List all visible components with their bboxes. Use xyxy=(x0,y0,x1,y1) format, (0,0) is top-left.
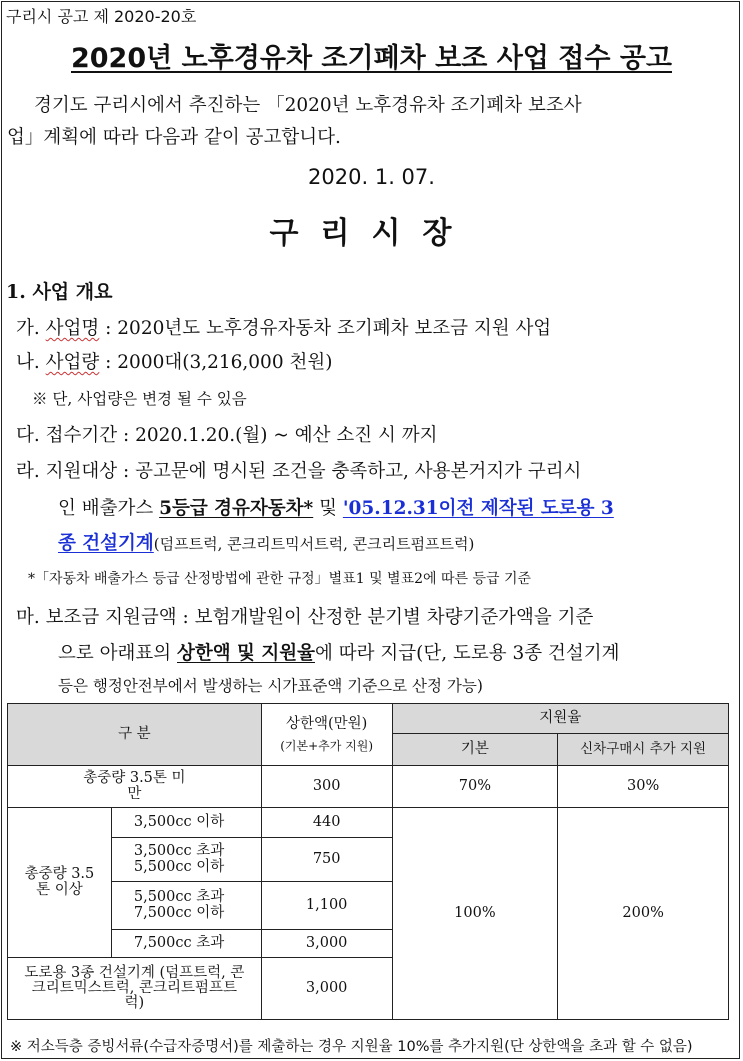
row-7500cc-over: 7,500cc 초과 xyxy=(111,930,261,958)
item-na-value: : 2000대(3,216,000 천원) xyxy=(99,352,333,373)
item-ra-line-3 xyxy=(58,529,474,555)
ma-text-post: 에 따라 지급(단, 도로용 3종 건설기계 xyxy=(314,643,620,664)
row-7500cc-over-limit: 3,000 xyxy=(261,930,392,958)
row-3500-5500cc: 3,500cc 초과 5,500cc 이하 xyxy=(111,838,261,882)
group-over-3-5t-category: 총중량 3.5톤 이상 xyxy=(8,808,112,958)
header-new-car: 신차구매시 추가 지원 xyxy=(558,734,729,766)
group-basic-rate: 100% xyxy=(392,808,558,1020)
row-construction-machinery-limit: 3,000 xyxy=(261,958,392,1020)
document-title: 2020년 노후경유차 조기폐차 보조 사업 접수 공고 xyxy=(70,43,673,74)
header-limit-sub: (기본+추가 지원) xyxy=(280,738,374,753)
section-heading: 1. 사업 개요 xyxy=(6,281,113,303)
item-na-label: 나. xyxy=(16,352,40,373)
footer-note: ※ 저소득층 증빙서류(수급자증명서)를 제출하는 경우 지원율 10%를 추가지원(단 상한액을 초과 할 수 없음) xyxy=(10,1039,693,1055)
item-ma-line-3: 등은 행정안전부에서 발생하는 시가표준액 기준으로 산정 가능) xyxy=(58,677,483,695)
ra-construction-emphasis: '05.12.31이전 제작된 도로용 3 xyxy=(342,498,614,519)
subsidy-table xyxy=(7,703,729,1020)
group-additional-rate: 200% xyxy=(558,808,729,1020)
intro-line-1: 경기도 구리시에서 추진하는 「2020년 노후경유차 조기폐차 보조사 xyxy=(34,95,582,116)
ra-construction-emphasis-2: 종 건설기계 xyxy=(58,533,154,554)
ma-emphasis: 상한액 및 지원율 xyxy=(177,643,315,664)
item-ra-line-1: 라. 지원대상 : 공고문에 명시된 조건을 충족하고, 사용본거지가 구리시 xyxy=(16,461,582,482)
row-3500-5500cc-limit: 750 xyxy=(261,838,392,882)
item-ma-line-1: 마. 보조금 지원금액 : 보험개발원이 산정한 분기별 차량기준가액을 기준 xyxy=(16,607,594,628)
item-ga-value: : 2020년도 노후경유자동차 조기폐차 보조금 지원 사업 xyxy=(99,318,552,339)
row-construction-machinery: 도로용 3종 건설기계 (덤프트럭, 콘크리트믹스트럭, 콘크리트펌프트럭) xyxy=(8,958,262,1020)
item-da: 다. 접수기간 : 2020.1.20.(월) ~ 예산 소진 시 까지 xyxy=(16,425,438,446)
intro-line-2: 업」계획에 따라 다음과 같이 공고합니다. xyxy=(7,127,341,148)
item-ga-key: 사업명 xyxy=(45,318,100,339)
ra-text-mid: 및 xyxy=(313,498,343,519)
header-limit-label: 상한액(만원) xyxy=(285,715,368,732)
ra-target-emphasis: 5등급 경유자동차* xyxy=(159,498,314,519)
ra-footnote: *「자동차 배출가스 등급 산정방법에 관한 규정」별표1 및 별표2에 따른 등급 기준 xyxy=(28,571,532,587)
item-na-key: 사업량 xyxy=(45,352,100,373)
header-rate: 지원율 xyxy=(392,704,728,734)
header-limit xyxy=(261,704,392,766)
row-under-3-5t-basic: 70% xyxy=(392,766,558,808)
row-5500-7500cc-limit: 1,100 xyxy=(261,882,392,930)
item-na-note: ※ 단, 사업량은 변경 될 수 있음 xyxy=(32,390,247,408)
row-under-3-5t-limit: 300 xyxy=(261,766,392,808)
ra-text-pre: 인 배출가스 xyxy=(58,498,160,519)
notice-number: 구리시 공고 제 2020-20호 xyxy=(6,7,197,26)
row-3500cc-under-limit: 440 xyxy=(261,808,392,838)
row-3500cc-under: 3,500cc 이하 xyxy=(111,808,261,838)
ra-construction-types: (덤프트럭, 콘크리트믹서트럭, 콘크리트펌프트럭) xyxy=(153,535,475,553)
item-ra-line-2 xyxy=(58,494,614,520)
row-5500-7500cc: 5,500cc 초과 7,500cc 이하 xyxy=(111,882,261,930)
item-ga xyxy=(16,314,551,340)
item-ma-line-2 xyxy=(58,639,619,665)
row-under-3-5t-category: 총중량 3.5톤 미만 xyxy=(8,766,262,808)
row-under-3-5t-additional: 30% xyxy=(558,766,729,808)
issuer: 구리시장 xyxy=(269,216,474,251)
notice-date: 2020. 1. 07. xyxy=(308,165,435,189)
item-na xyxy=(16,348,332,374)
ma-text-pre: 으로 아래표의 xyxy=(58,643,177,664)
header-category: 구 분 xyxy=(8,704,262,766)
header-basic: 기본 xyxy=(392,734,558,766)
item-ga-label: 가. xyxy=(16,318,40,339)
